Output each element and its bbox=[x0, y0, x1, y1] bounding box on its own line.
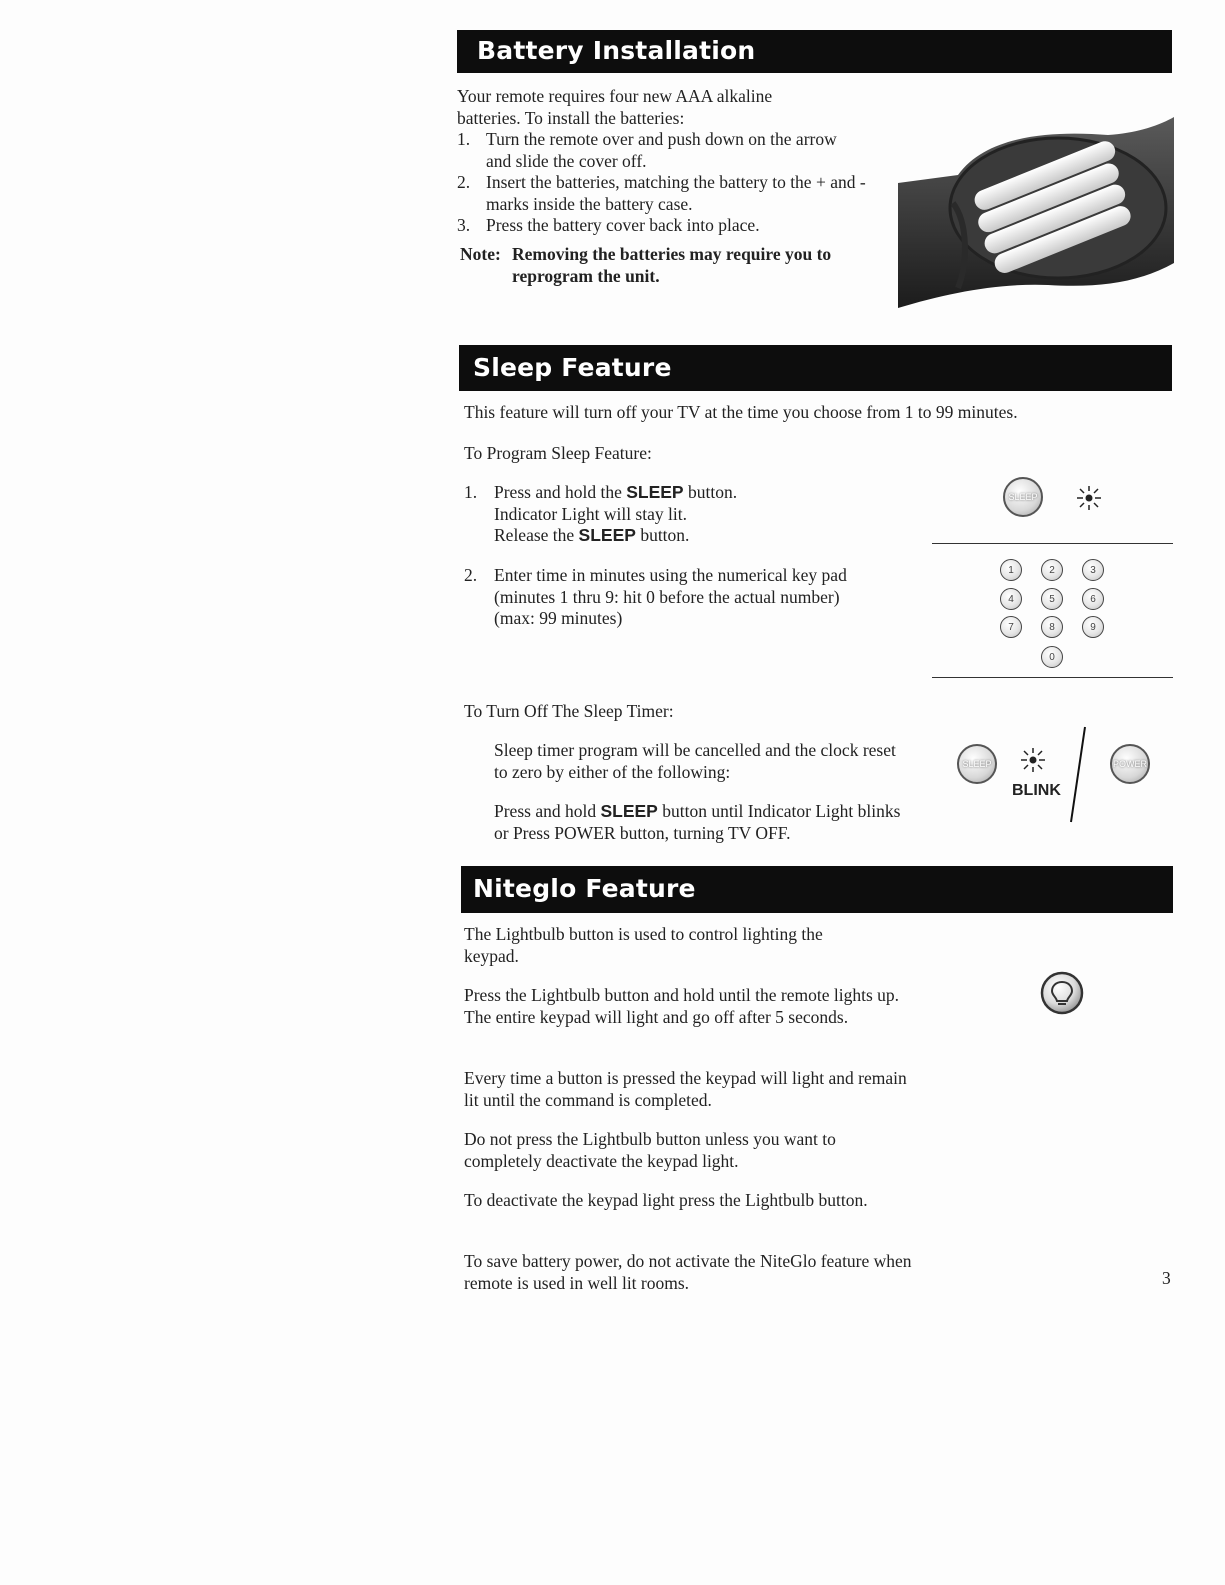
niteglo-heading: Niteglo Feature bbox=[473, 874, 696, 903]
sleep-button-icon: SLEEP bbox=[957, 744, 997, 784]
keypad-key-4: 4 bbox=[1000, 588, 1022, 610]
battery-compartment-illustration bbox=[898, 113, 1176, 308]
sleep-step-2-num: 2. bbox=[464, 565, 478, 585]
divider-rule bbox=[932, 543, 1173, 544]
niteglo-paragraph-5: To deactivate the keypad light press the Lightbulb button. bbox=[464, 1190, 868, 1210]
sleep-off-title: To Turn Off The Sleep Timer: bbox=[464, 701, 674, 721]
battery-note-label: Note: bbox=[460, 244, 501, 264]
battery-note-text: Removing the batteries may require you to reprogram the unit. bbox=[512, 244, 832, 286]
sleep-program-title: To Program Sleep Feature: bbox=[464, 443, 652, 463]
keypad-key-9: 9 bbox=[1082, 616, 1104, 638]
battery-step-1: Turn the remote over and push down on the arrow and slide the cover off. bbox=[486, 129, 837, 171]
sleep-off-paragraph-1: Sleep timer program will be cancelled and the clock reset to zero by either of the following: bbox=[494, 740, 896, 782]
indicator-light-icon bbox=[1074, 484, 1104, 512]
power-button-icon: POWER bbox=[1110, 744, 1150, 784]
sleep-step-1-num: 1. bbox=[464, 482, 478, 502]
niteglo-paragraph-1: The Lightbulb button is used to control lighting the keypad. bbox=[464, 924, 823, 966]
sleep-step-2: Enter time in minutes using the numerical key pad (minutes 1 thru 9: hit 0 before the actual number) (max: 99 minutes) bbox=[494, 565, 847, 628]
keypad-key-8: 8 bbox=[1041, 616, 1063, 638]
niteglo-heading-bar bbox=[461, 866, 1173, 913]
lightbulb-button-icon bbox=[1039, 970, 1085, 1016]
sleep-intro: This feature will turn off your TV at the time you choose from 1 to 99 minutes. bbox=[464, 402, 1018, 422]
sleep-button-icon: SLEEP bbox=[1003, 477, 1043, 517]
sleep-heading: Sleep Feature bbox=[473, 353, 672, 382]
divider-rule bbox=[932, 677, 1173, 678]
keypad-key-2: 2 bbox=[1041, 559, 1063, 581]
page-number: 3 bbox=[1162, 1268, 1171, 1288]
battery-step-2-num: 2. bbox=[457, 172, 471, 192]
battery-step-3-num: 3. bbox=[457, 215, 471, 235]
niteglo-paragraph-2: Press the Lightbulb button and hold until the remote lights up. The entire keypad will light and go off after 5 seconds. bbox=[464, 985, 900, 1027]
battery-intro: Your remote requires four new AAA alkaline batteries. To install the batteries: bbox=[457, 86, 773, 128]
keypad-key-0: 0 bbox=[1041, 646, 1063, 668]
battery-step-3: Press the battery cover back into place. bbox=[486, 215, 760, 235]
slash-divider bbox=[1068, 725, 1088, 825]
battery-heading: Battery Installation bbox=[477, 36, 756, 65]
keypad-key-5: 5 bbox=[1041, 588, 1063, 610]
battery-step-1-num: 1. bbox=[457, 129, 471, 149]
sleep-step-1: Press and hold the SLEEP button. Indicator Light will stay lit. Release the SLEEP button. bbox=[494, 482, 738, 545]
keypad-key-6: 6 bbox=[1082, 588, 1104, 610]
indicator-light-blink-icon bbox=[1018, 746, 1048, 774]
niteglo-paragraph-4: Do not press the Lightbulb button unless you want to completely deactivate the keypad light. bbox=[464, 1129, 836, 1171]
battery-heading-bar bbox=[457, 30, 1172, 73]
blink-label: BLINK bbox=[1012, 782, 1061, 799]
sleep-off-paragraph-2: Press and hold SLEEP button until Indicator Light blinks or Press POWER button, turning TV OFF. bbox=[494, 801, 901, 843]
battery-step-2: Insert the batteries, matching the battery to the + and - marks inside the battery case. bbox=[486, 172, 866, 214]
keypad-key-1: 1 bbox=[1000, 559, 1022, 581]
niteglo-paragraph-3: Every time a button is pressed the keypad will light and remain lit until the command is completed. bbox=[464, 1068, 907, 1110]
sleep-heading-bar bbox=[459, 345, 1172, 391]
keypad-key-7: 7 bbox=[1000, 616, 1022, 638]
keypad-key-3: 3 bbox=[1082, 559, 1104, 581]
niteglo-paragraph-6: To save battery power, do not activate the NiteGlo feature when remote is used in well lit rooms. bbox=[464, 1251, 912, 1293]
